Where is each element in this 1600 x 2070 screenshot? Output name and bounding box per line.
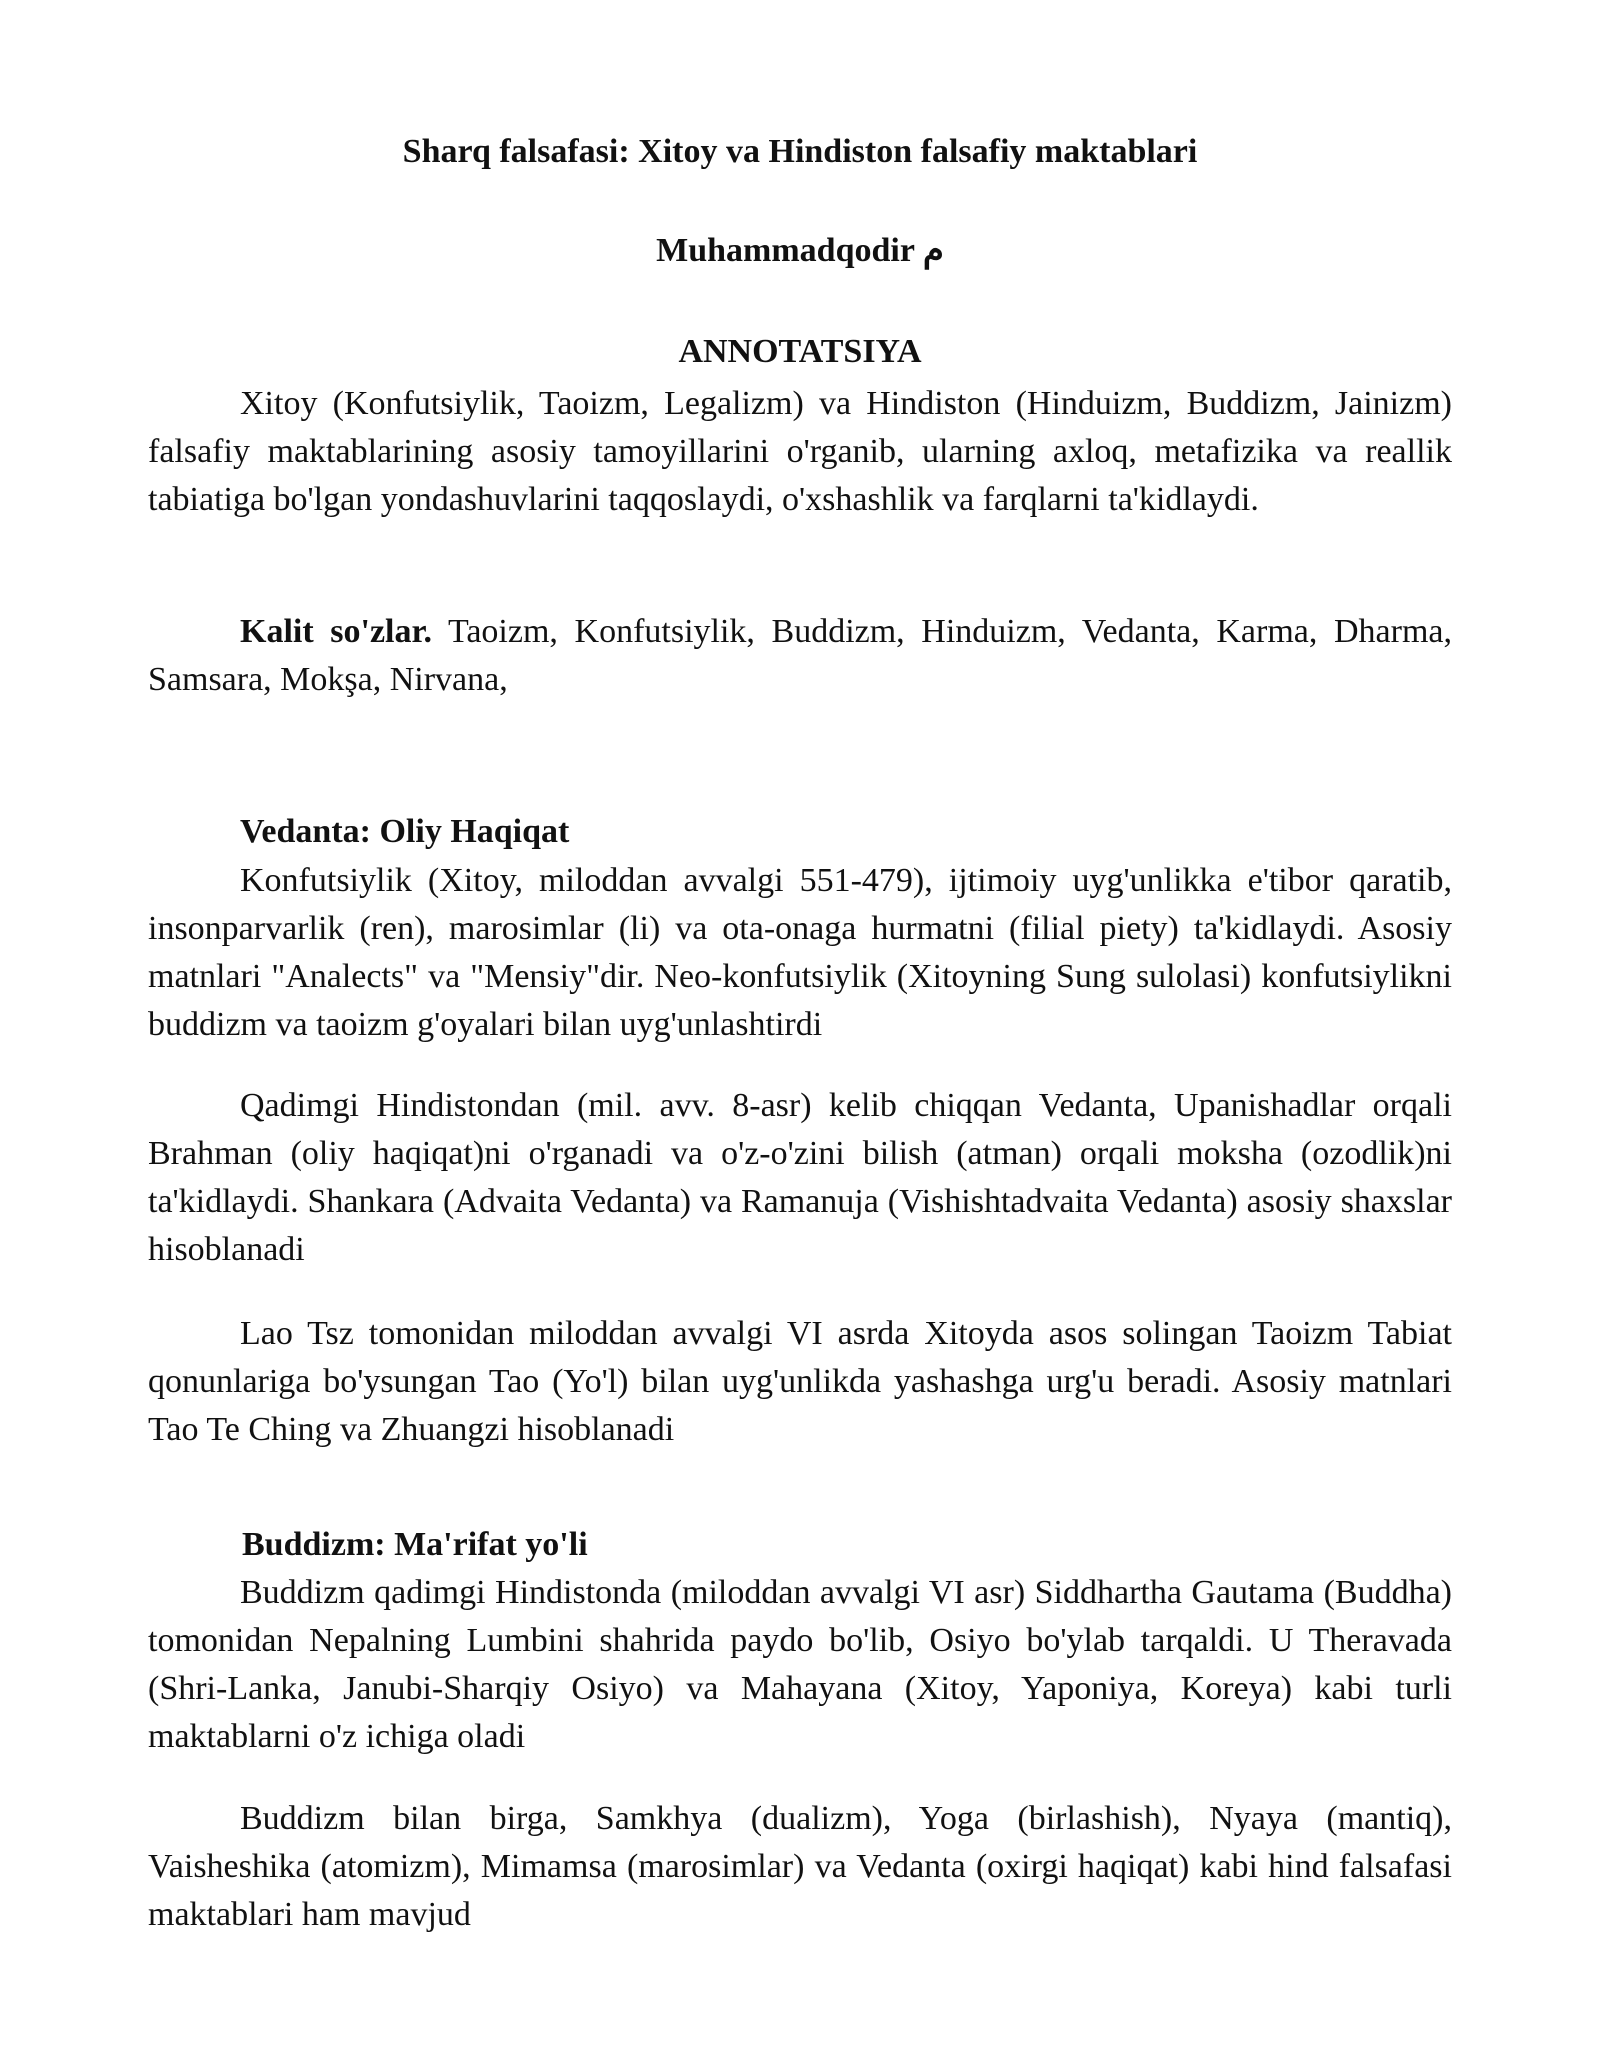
keywords-paragraph [148, 608, 1452, 704]
document-title: Sharq falsafasi: Xitoy va Hindiston falsafiy maktablari [402, 133, 1198, 170]
annotation-paragraph: Xitoy (Konfutsiylik, Taoizm, Legalizm) va Hindiston (Hinduizm, Buddizm, Jainizm) falsafiy maktablarining asosiy tamoyillarini o'rganib, ularning axloq, metafizika va reallik tabiatiga bo'lgan yondashuvlarini taqqoslaydi, o'xshashlik va farqlarni ta'kidlaydi. [148, 385, 1452, 518]
paragraph-taoizm: Lao Tsz tomonidan miloddan avvalgi VI asrda Xitoyda asos solingan Taoizm Tabiat qonunlariga bo'ysungan Tao (Yo'l) bilan uyg'unlikda yashashga urg'u beradi. Asosiy matnlari Tao Te Ching va Zhuangzi hisoblanadi [148, 1315, 1452, 1448]
annotation-heading: ANNOTATSIYA [678, 333, 922, 370]
paragraph-vedanta: Qadimgi Hindistondan (mil. avv. 8-asr) kelib chiqqan Vedanta, Upanishadlar orqali Brahman (oliy haqiqat)ni o'rganadi va o'z-o'zini bilish (atman) orqali moksha (ozodlik)ni ta'kidlaydi. Shankara (Advaita Vedanta) va Ramanuja (Vishishtadvaita Vedanta) asosiy shaxslar hisoblanadi [148, 1087, 1452, 1268]
keywords-list: Taoizm, Konfutsiylik, Buddizm, Hinduizm, Vedanta, Karma, Dharma, Samsara, Mokşa, Nirvana, [148, 613, 1452, 698]
paragraph-hind-maktablari: Buddizm bilan birga, Samkhya (dualizm), Yoga (birlashish), Nyaya (mantiq), Vaisheshika (atomizm), Mimamsa (marosimlar) va Vedanta (oxirgi haqiqat) kabi hind falsafasi maktablari ham mavjud [148, 1800, 1452, 1933]
section-heading-vedanta: Vedanta: Oliy Haqiqat [240, 813, 570, 850]
author-name: Muhammadqodir م [656, 232, 944, 269]
paragraph-buddizm: Buddizm qadimgi Hindistonda (miloddan avvalgi VI asr) Siddhartha Gautama (Buddha) tomonidan Nepalning Lumbini shahrida paydo bo'lib, Osiyo bo'ylab tarqaldi. U Theravada (Shri-Lanka, Janubi-Sharqiy Osiyo) va Mahayana (Xitoy, Yaponiya, Koreya) kabi turli maktablarni o'z ichiga oladi [148, 1574, 1452, 1755]
keywords-label: Kalit so'zlar. [240, 613, 432, 650]
section-heading-buddizm: Buddizm: Ma'rifat yo'li [242, 1526, 588, 1563]
paragraph-konfutsiylik: Konfutsiylik (Xitoy, miloddan avvalgi 551-479), ijtimoiy uyg'unlikka e'tibor qaratib, insonparvarlik (ren), marosimlar (li) va ota-onaga hurmatni (filial piety) ta'kidlaydi. Asosiy matnlari "Analects" va "Mensiy"dir. Neo-konfutsiylik (Xitoyning Sung sulolasi) konfutsiylikni buddizm va taoizm g'oyalari bilan uyg'unlashtirdi [148, 862, 1452, 1043]
